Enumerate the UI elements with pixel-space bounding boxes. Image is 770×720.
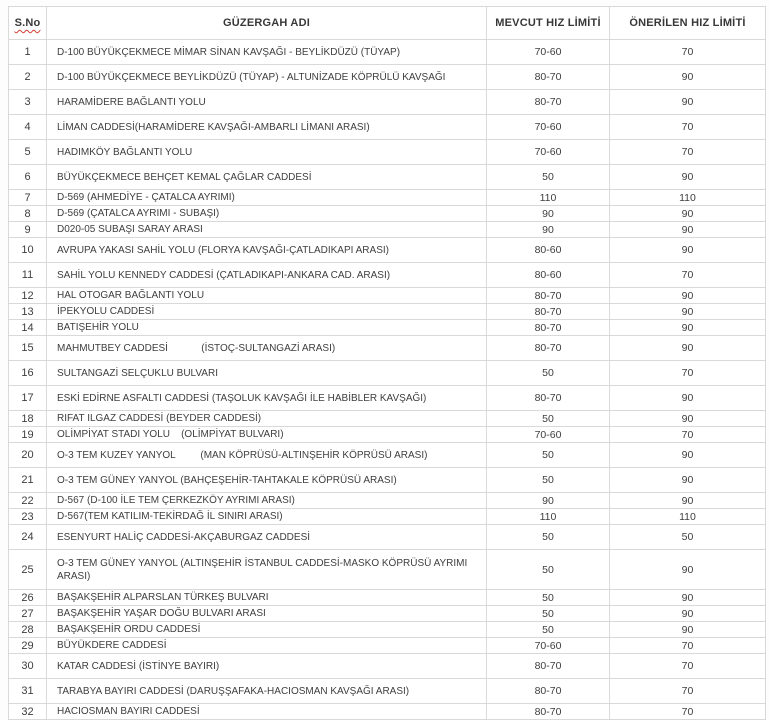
current-limit-cell: 80-70 [487,386,610,411]
current-limit-cell: 80-70 [487,336,610,361]
current-limit-cell: 50 [487,165,610,190]
proposed-limit-cell: 90 [610,550,766,590]
table-row [9,704,766,720]
current-limit-cell: 70-60 [487,115,610,140]
route-name-cell: KATAR CADDESİ (İSTİNYE BAYIRI) [47,654,487,679]
proposed-limit-cell: 90 [610,443,766,468]
row-number-cell: 2 [9,65,47,90]
table-row [9,443,766,468]
row-number-cell: 32 [9,704,47,720]
proposed-limit-cell: 70 [610,115,766,140]
row-number-cell: 18 [9,411,47,427]
row-number-cell: 13 [9,304,47,320]
route-name-cell: BÜYÜKÇEKMECE BEHÇET KEMAL ÇAĞLAR CADDESİ [47,165,487,190]
proposed-limit-cell: 90 [610,411,766,427]
row-number-cell: 23 [9,509,47,525]
header-row [9,7,766,40]
speed-limit-table [8,6,766,720]
table-row [9,679,766,704]
route-name-cell: ESKİ EDİRNE ASFALTI CADDESİ (TAŞOLUK KAVŞAĞI İLE HABİBLER KAVŞAĞI) [47,386,487,411]
proposed-limit-cell: 70 [610,679,766,704]
proposed-limit-cell: 70 [610,704,766,720]
table-row [9,622,766,638]
route-name-cell: BAŞAKŞEHİR YAŞAR DOĞU BULVARI ARASI [47,606,487,622]
proposed-limit-cell: 110 [610,509,766,525]
column-header-sno [9,7,47,40]
route-name-cell: D-569 (ÇATALCA AYRIMI - SUBAŞI) [47,206,487,222]
row-number-cell: 26 [9,590,47,606]
route-name-cell: BATIŞEHİR YOLU [47,320,487,336]
row-number-cell: 6 [9,165,47,190]
proposed-limit-cell: 70 [610,654,766,679]
current-limit-cell: 50 [487,550,610,590]
current-limit-cell: 50 [487,622,610,638]
table-row [9,606,766,622]
route-name-cell: BAŞAKŞEHİR ORDU CADDESİ [47,622,487,638]
row-number-cell: 9 [9,222,47,238]
route-name-cell: TARABYA BAYIRI CADDESİ (DARUŞŞAFAKA-HACIOSMAN KAVŞAĞI ARASI) [47,679,487,704]
route-name-cell: D-569 (AHMEDİYE - ÇATALCA AYRIMI) [47,190,487,206]
proposed-limit-cell: 70 [610,140,766,165]
table-row [9,386,766,411]
table-row [9,140,766,165]
current-limit-cell: 90 [487,206,610,222]
current-limit-cell: 50 [487,525,610,550]
proposed-limit-cell: 90 [610,320,766,336]
row-number-cell: 3 [9,90,47,115]
proposed-limit-cell: 90 [610,386,766,411]
route-name-cell: HAL OTOGAR BAĞLANTI YOLU [47,288,487,304]
proposed-limit-cell: 90 [610,65,766,90]
table-row [9,288,766,304]
route-name-cell: SULTANGAZİ SELÇUKLU BULVARI [47,361,487,386]
current-limit-cell: 80-70 [487,304,610,320]
route-name-cell: HARAMİDERE BAĞLANTI YOLU [47,90,487,115]
table-row [9,493,766,509]
current-limit-cell: 70-60 [487,40,610,65]
route-name-cell: OLİMPİYAT STADI YOLU (OLİMPİYAT BULVARI) [47,427,487,443]
current-limit-cell: 80-70 [487,288,610,304]
route-name-cell: D020-05 SUBAŞI SARAY ARASI [47,222,487,238]
route-name-cell: RIFAT ILGAZ CADDESİ (BEYDER CADDESİ) [47,411,487,427]
current-limit-cell: 80-70 [487,320,610,336]
proposed-limit-cell: 90 [610,622,766,638]
table-row [9,525,766,550]
current-limit-cell: 50 [487,411,610,427]
proposed-limit-cell: 70 [610,427,766,443]
table-row [9,468,766,493]
current-limit-cell: 90 [487,493,610,509]
row-number-cell: 15 [9,336,47,361]
table-row [9,238,766,263]
table-row [9,427,766,443]
table-row [9,115,766,140]
speed-limit-table-container [8,6,765,720]
table-row [9,206,766,222]
route-name-cell: HADIMKÖY BAĞLANTI YOLU [47,140,487,165]
current-limit-cell: 50 [487,361,610,386]
row-number-cell: 22 [9,493,47,509]
route-name-cell: ESENYURT HALİÇ CADDESİ-AKÇABURGAZ CADDESİ [47,525,487,550]
route-name-cell: O-3 TEM KUZEY YANYOL (MAN KÖPRÜSÜ-ALTINŞEHİR KÖPRÜSÜ ARASI) [47,443,487,468]
proposed-limit-cell: 90 [610,606,766,622]
current-limit-cell: 80-70 [487,90,610,115]
current-limit-cell: 80-70 [487,65,610,90]
row-number-cell: 30 [9,654,47,679]
current-limit-cell: 80-70 [487,679,610,704]
row-number-cell: 20 [9,443,47,468]
current-limit-cell: 50 [487,606,610,622]
route-name-cell: D-567(TEM KATILIM-TEKİRDAĞ İL SINIRI ARASI) [47,509,487,525]
column-header-proposed-limit: ÖNERİLEN HIZ LİMİTİ [610,7,766,40]
proposed-limit-cell: 90 [610,304,766,320]
route-name-cell: AVRUPA YAKASI SAHİL YOLU (FLORYA KAVŞAĞI-ÇATLADIKAPI ARASI) [47,238,487,263]
current-limit-cell: 80-60 [487,238,610,263]
current-limit-cell: 50 [487,590,610,606]
table-row [9,40,766,65]
table-row [9,320,766,336]
proposed-limit-cell: 90 [610,590,766,606]
proposed-limit-cell: 50 [610,525,766,550]
proposed-limit-cell: 90 [610,336,766,361]
table-row [9,654,766,679]
row-number-cell: 11 [9,263,47,288]
table-header [9,7,766,40]
route-name-cell: O-3 TEM GÜNEY YANYOL (ALTINŞEHİR İSTANBUL CADDESİ-MASKO KÖPRÜSÜ AYRIMI ARASI) [47,550,487,590]
row-number-cell: 17 [9,386,47,411]
table-row [9,361,766,386]
table-row [9,165,766,190]
row-number-cell: 27 [9,606,47,622]
proposed-limit-cell: 70 [610,263,766,288]
row-number-cell: 16 [9,361,47,386]
table-row [9,336,766,361]
row-number-cell: 31 [9,679,47,704]
current-limit-cell: 70-60 [487,638,610,654]
row-number-cell: 8 [9,206,47,222]
row-number-cell: 4 [9,115,47,140]
table-row [9,65,766,90]
route-name-cell: HACIOSMAN BAYIRI CADDESİ [47,704,487,720]
current-limit-cell: 80-60 [487,263,610,288]
proposed-limit-cell: 90 [610,206,766,222]
column-header-route-name: GÜZERGAH ADI [47,7,487,40]
row-number-cell: 28 [9,622,47,638]
current-limit-cell: 50 [487,443,610,468]
proposed-limit-cell: 90 [610,90,766,115]
route-name-cell: LİMAN CADDESİ(HARAMİDERE KAVŞAĞI-AMBARLI LİMANI ARASI) [47,115,487,140]
route-name-cell: MAHMUTBEY CADDESİ (İSTOÇ-SULTANGAZİ ARASI) [47,336,487,361]
current-limit-cell: 70-60 [487,140,610,165]
table-row [9,411,766,427]
row-number-cell: 29 [9,638,47,654]
route-name-cell: D-100 BÜYÜKÇEKMECE BEYLİKDÜZÜ (TÜYAP) - ALTUNİZADE KÖPRÜLÜ KAVŞAĞI [47,65,487,90]
route-name-cell: D-100 BÜYÜKÇEKMECE MİMAR SİNAN KAVŞAĞI - BEYLİKDÜZÜ (TÜYAP) [47,40,487,65]
row-number-cell: 7 [9,190,47,206]
table-row [9,263,766,288]
row-number-cell: 24 [9,525,47,550]
row-number-cell: 25 [9,550,47,590]
row-number-cell: 1 [9,40,47,65]
proposed-limit-cell: 90 [610,468,766,493]
table-body [9,40,766,720]
route-name-cell: SAHİL YOLU KENNEDY CADDESİ (ÇATLADIKAPI-ANKARA CAD. ARASI) [47,263,487,288]
proposed-limit-cell: 90 [610,493,766,509]
route-name-cell: İPEKYOLU CADDESİ [47,304,487,320]
row-number-cell: 5 [9,140,47,165]
proposed-limit-cell: 70 [610,40,766,65]
proposed-limit-cell: 70 [610,638,766,654]
column-header-current-limit: MEVCUT HIZ LİMİTİ [487,7,610,40]
row-number-cell: 21 [9,468,47,493]
current-limit-cell: 110 [487,509,610,525]
table-row [9,222,766,238]
current-limit-cell: 70-60 [487,427,610,443]
table-row [9,590,766,606]
table-row [9,550,766,590]
proposed-limit-cell: 90 [610,222,766,238]
route-name-cell: D-567 (D-100 İLE TEM ÇERKEZKÖY AYRIMI ARASI) [47,493,487,509]
current-limit-cell: 110 [487,190,610,206]
proposed-limit-cell: 110 [610,190,766,206]
route-name-cell: BÜYÜKDERE CADDESİ [47,638,487,654]
current-limit-cell: 50 [487,468,610,493]
current-limit-cell: 80-70 [487,654,610,679]
row-number-cell: 14 [9,320,47,336]
current-limit-cell: 80-70 [487,704,610,720]
row-number-cell: 19 [9,427,47,443]
current-limit-cell: 90 [487,222,610,238]
row-number-cell: 10 [9,238,47,263]
row-number-cell: 12 [9,288,47,304]
proposed-limit-cell: 70 [610,361,766,386]
route-name-cell: O-3 TEM GÜNEY YANYOL (BAHÇEŞEHİR-TAHTAKALE KÖPRÜSÜ ARASI) [47,468,487,493]
proposed-limit-cell: 90 [610,238,766,263]
table-row [9,638,766,654]
table-row [9,304,766,320]
proposed-limit-cell: 90 [610,288,766,304]
table-row [9,90,766,115]
sno-header-label: S.No [14,17,41,29]
proposed-limit-cell: 90 [610,165,766,190]
table-row [9,190,766,206]
table-row [9,509,766,525]
route-name-cell: BAŞAKŞEHİR ALPARSLAN TÜRKEŞ BULVARI [47,590,487,606]
